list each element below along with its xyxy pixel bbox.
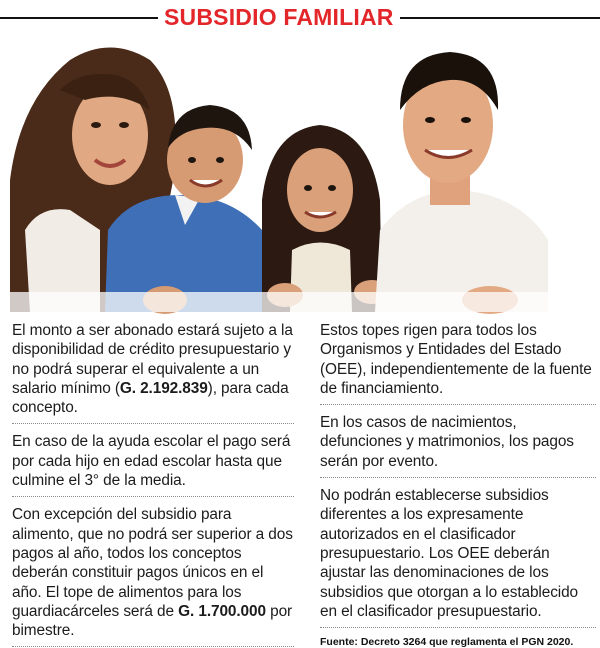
right-paragraph-3: No podrán establecerse subsidios diferentes a los expresamente autorizados en el clasificador presupuestario. Los OEE deberán ajustar las denominaciones de los subsidios que otorgan a lo establecido en el clasificador presupuestario. bbox=[320, 478, 596, 628]
family-photo bbox=[0, 30, 600, 312]
left-p3-text-a: Con excepción del subsidio para alimento, que no podrá ser superior a dos pagos al año, todos los conceptos deberán constituir pagos únicos en el año. El tope de alimentos para los guardiacárceles será de bbox=[12, 506, 293, 620]
page-title: SUBSIDIO FAMILIAR bbox=[158, 2, 400, 32]
header bbox=[0, 0, 600, 34]
left-p3-amount: G. 1.700.000 bbox=[178, 602, 266, 620]
right-column bbox=[320, 312, 596, 648]
left-column bbox=[12, 312, 294, 647]
left-paragraph-2: En caso de la ayuda escolar el pago será por cada hijo en edad escolar hasta que culmine el 3° de la media. bbox=[12, 424, 294, 497]
left-p3-text-b: por bimestre. bbox=[12, 602, 293, 640]
left-p1-text-a: El monto a ser abonado estará sujeto a la disponibilidad de crédito presupuestario y no podrá superar el equivalente a un salario mínimo ( bbox=[12, 322, 293, 397]
right-paragraph-2: En los casos de nacimientos, defunciones y matrimonios, los pagos serán por evento. bbox=[320, 405, 596, 478]
left-paragraph-1 bbox=[12, 312, 294, 424]
left-p1-text-b: ), para cada concepto. bbox=[12, 379, 289, 417]
left-paragraph-3 bbox=[12, 497, 294, 647]
right-paragraph-1: Estos topes rigen para todos los Organismos y Entidades del Estado (OEE), independientemente de la fuente de financiamiento. bbox=[320, 312, 596, 405]
source-note: Fuente: Decreto 3264 que reglamenta el PGN 2020. bbox=[320, 636, 574, 648]
left-p1-amount: G. 2.192.839 bbox=[119, 379, 208, 397]
